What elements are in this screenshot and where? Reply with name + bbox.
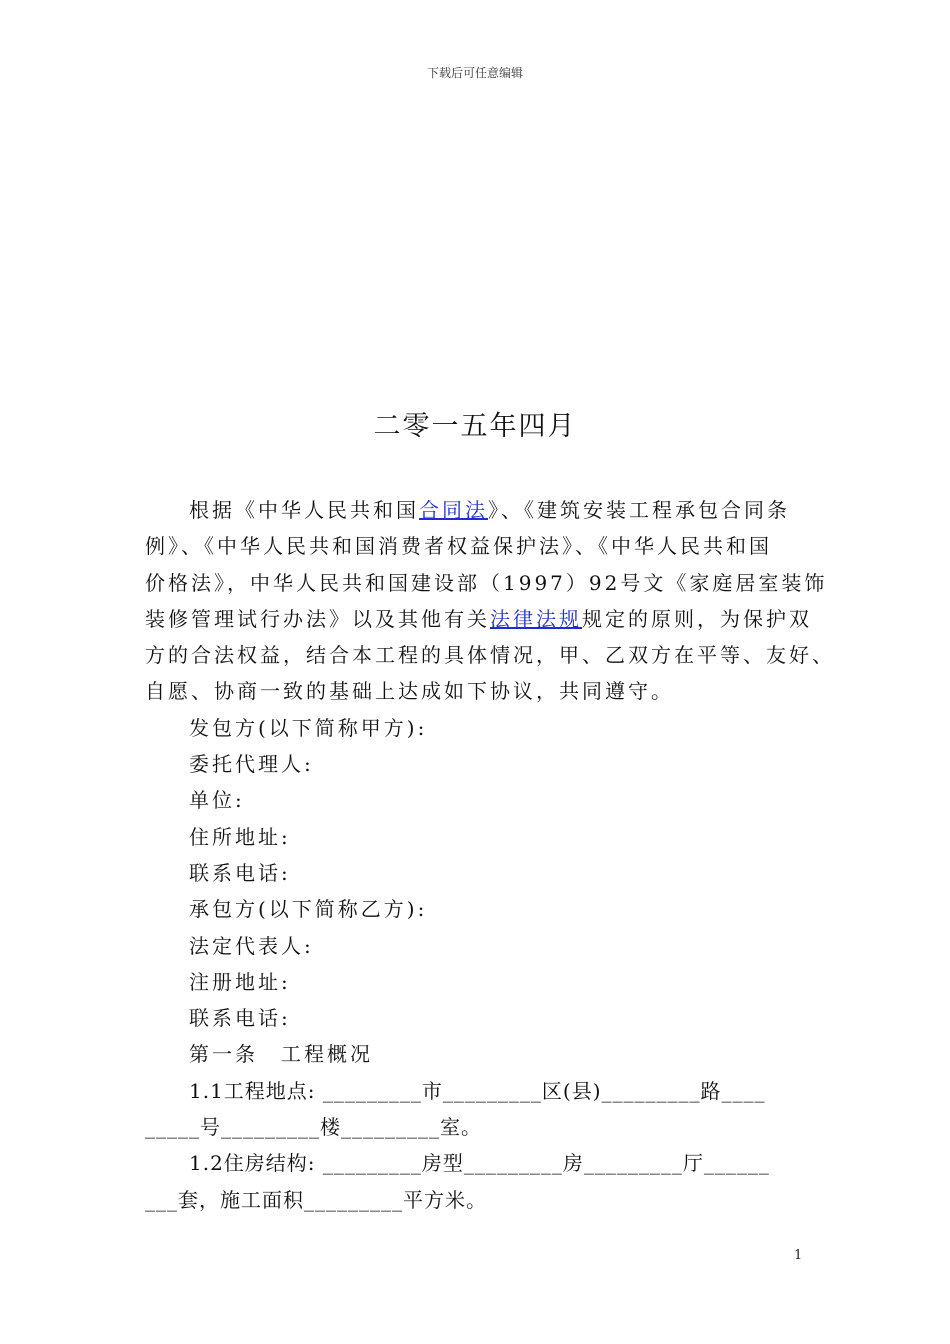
date-title: 二零一五年四月 — [373, 411, 577, 442]
preamble-text: 根据《中华人民共和国 — [189, 498, 419, 522]
party-phone: 联系电话: — [189, 860, 291, 885]
preamble-text: 规定的原则，为保护双 — [582, 606, 812, 631]
preamble-line-4 — [145, 601, 825, 637]
preamble-line-6: 自愿、协商一致的基础上达成如下协议，共同遵守。 — [145, 679, 674, 704]
party-contractor-phone: 联系电话: — [189, 1006, 291, 1031]
contract-body — [145, 492, 835, 1218]
party-registered-address: 注册地址: — [189, 969, 291, 994]
party-unit: 单位: — [189, 788, 245, 813]
article-1-title: 第一条 工程概况 — [189, 1042, 373, 1067]
preamble-text: 装修管理试行办法》以及其他有关 — [145, 606, 490, 631]
preamble-line-5: 方的合法权益，结合本工程的具体情况，甲、乙双方在平等、友好、 — [145, 643, 835, 668]
party-contractor: 承包方(以下简称乙方): — [189, 897, 428, 922]
contract-law-link[interactable]: 合同法 — [419, 498, 488, 522]
party-employer: 发包方(以下简称甲方): — [189, 715, 428, 740]
party-agent: 委托代理人: — [189, 752, 314, 777]
item-1-2-line-2: ___套，施工面积_________平方米。 — [145, 1187, 487, 1212]
item-1-1-line-1: 1.1工程地点: _________市_________区(县)_________路____ — [189, 1078, 766, 1103]
preamble-line-3: 价格法》，中华人民共和国建设部（1997）92号文《家庭居室装饰 — [145, 570, 828, 595]
item-1-2-line-1: 1.2住房结构: _________房型_________房_________厅______ — [189, 1151, 770, 1176]
laws-regulations-link[interactable]: 法律法规 — [490, 606, 582, 631]
preamble-line-1 — [145, 492, 825, 528]
preamble-line-2: 例》、《中华人民共和国消费者权益保护法》、《中华人民共和国 — [145, 534, 772, 559]
party-address: 住所地址: — [189, 824, 291, 849]
header-note: 下载后可任意编辑 — [426, 66, 523, 80]
page-number: 1 — [794, 1248, 803, 1263]
preamble-text: 》、《建筑安装工程承包合同条 — [488, 498, 790, 522]
party-legal-rep: 法定代表人: — [189, 933, 314, 958]
item-1-1-line-2: _____号_________楼_________室。 — [145, 1115, 482, 1140]
